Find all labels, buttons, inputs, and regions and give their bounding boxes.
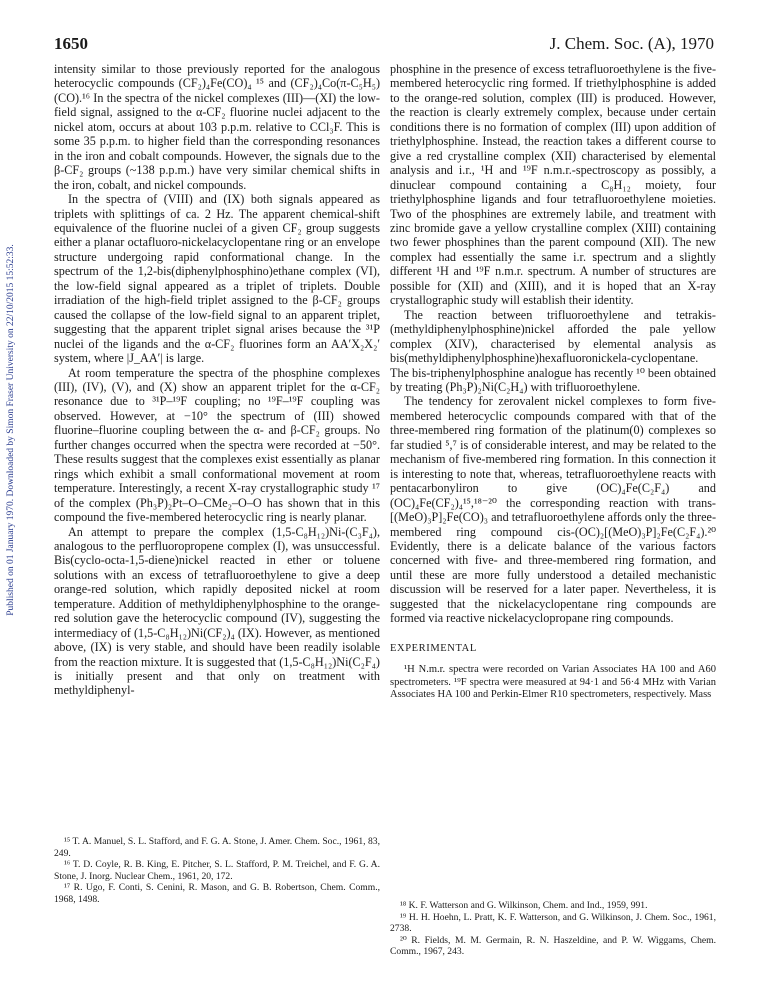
paragraph: In the spectra of (VIII) and (IX) both signals appeared as triplets with splittings of ca. 2 Hz. The apparent chemical-shift equivalence of the fluorine nuclei of a given CF₂ group suggests either a planar octafluoro-nickelacyclopentane ring or an envelope structure undergoing rapid conformational change. In the spectrum of the 1,2-bis(diphenylphosphino)ethane complex (VI), the low-field signal appeared as a triplet of triplets. Double irradiation of the high-field triplet assigned to the β-CF₂ groups caused the collapse of the low-field signal to an apparent triplet, suggesting that the apparent triplet signal arises because the ³¹P nuclei of the ligands and the α-CF₂ fluorines form an AA′X₂X₂′ system, where |J_AA′| is large. (54, 192, 380, 366)
paragraph: phosphine in the presence of excess tetrafluoroethylene is the five-membered heterocyclic ring formed. If triethylphosphine is added to the orange-red solution, complex (III) is produced. However, the reaction is clearly extremely complex, because under certain conditions there is no formation of complex (III) upon addition of triethylphosphine. Instead, the reaction takes a different course to give a red crystalline complex (XII) characterised by elemental analysis and i.r., ¹H and ¹⁹F n.m.r.-spectroscopy as possibly, a dinuclear compound containing a C₈H₁₂ moiety, four triethylphosphine ligands and four tetrafluoroethylene moieties. Two of the phosphines are extremely labile, and treatment with zinc bromide gave a yellow crystalline complex (XIII) containing two fewer phosphines than the parent compound (XII). The new complex had essentially the same i.r. spectrum and a slightly different ¹H and ¹⁹F n.m.r. spectrum. A number of structures are possible for (XII) and (XIII), and it is hoped that an X-ray crystallographic study will establish their identity. (390, 62, 716, 308)
left-column (54, 62, 380, 698)
footnote: ¹⁹ H. H. Hoehn, L. Pratt, K. F. Watterson, and G. Wilkinson, J. Chem. Soc., 1961, 2738. (390, 911, 716, 935)
paragraph: intensity similar to those previously reported for the analogous heterocyclic compounds (CF₂)₄Fe(CO)₄ ¹⁵ and (CF₂)₄Co(π-C₅H₅)(CO).¹⁶ In the spectra of the nickel complexes (III)—(XI) the low-field signal, assigned to the α-CF₂ fluorine nuclei adjacent to the nickel atom, occurs at about 103 p.p.m. relative to CCl₃F. This is some 35 p.p.m. to higher field than the corresponding resonances in the iron and cobalt compounds. However, the signals due to the β-CF₂ groups (~138 p.p.m.) have very similar chemical shifts in the iron, cobalt, and nickel compounds. (54, 62, 380, 192)
right-column (390, 62, 716, 702)
paragraph: The tendency for zerovalent nickel complexes to form five-membered heterocyclic compounds compared with that of the three-membered ring formation of the platinum(0) complexes so far studied ⁵,⁷ is of considerable interest, and may be related to the mechanism of five-membered ring formation. In this connection it is interesting to note that, whereas, tetrafluoroethylene reacts with pentacarbonyliron to give (OC)₄Fe(C₂F₄) and (OC)₄Fe(CF₂)₄¹⁵,¹⁸⁻²⁰ the corresponding reaction with trans-[(MeO)₃P]₂Fe(CO)₃ and tetrafluoroethylene affords only the three-membered ring compound cis-(OC)₂[(MeO)₃P]₂Fe(C₂F₄).²⁰ Evidently, there is a delicate balance of the various factors concerned with five- and three-membered ring formation, and until these are more fully understood a detailed mechanistic discussion will be reserved for a later paper. Nevertheless, it is suggested that the nickelacyclopentane ring compounds are formed via reactive nickelacyclopropane ring compounds. (390, 394, 716, 626)
download-notice (4, 170, 18, 690)
paragraph: The reaction between trifluoroethylene and tetrakis-(methyldiphenylphosphine)nickel afforded the pale yellow complex (XIV), characterised by elemental analysis as bis(methyldiphenylphosphine)hexafluoronickela-cyclopentane. The bis-triphenylphosphine analogue has recently ¹⁰ been obtained by treating (Ph₃P)₂Ni(C₂H₄) with trifluoroethylene. (390, 307, 716, 394)
paragraph: An attempt to prepare the complex (1,5-C₈H₁₂)Ni-(C₃F₄), analogous to the perfluoropropene complex (I), was unsuccessful. Bis(cyclo-octa-1,5-diene)nickel reacted in ether or toluene solutions with an excess of tetrafluoroethylene to give a deep orange-red solution, which rapidly deposited nickel at room temperature. Addition of methyldiphenylphosphine to the orange-red solution gave the heterocyclic compound (IV), suggesting the intermediacy of (1,5-C₈H₁₂)Ni(CF₂)₄ (IX). However, as mentioned above, (IX) is very stable, and should have been readily isolable from the reaction mixture. It is suggested that (1,5-C₈H₁₂)Ni(C₂F₄) is initially present and that only on treatment with methyldiphenyl- (54, 524, 380, 698)
experimental-paragraph: ¹H N.m.r. spectra were recorded on Varian Associates HA 100 and A60 spectrometers. ¹⁹F spectra were measured at 94·1 and 56·4 MHz with Varian Associates HA 100 and Perkin-Elmer R10 spectrometers, respectively. Mass (390, 664, 716, 701)
footnote: ²⁰ R. Fields, M. M. Germain, R. N. Haszeldine, and P. W. Wiggams, Chem. Comm., 1967, 243. (390, 934, 716, 958)
download-notice-text[interactable]: Published on 01 January 1970. Downloaded by Simon Fraser University on 22/10/2015 15:52:33. (6, 244, 16, 616)
footnote: ¹⁸ K. F. Watterson and G. Wilkinson, Chem. and Ind., 1959, 991. (400, 900, 648, 911)
journal-reference: J. Chem. Soc. (A), 1970 (549, 34, 714, 53)
footnote: ¹⁵ T. A. Manuel, S. L. Stafford, and F. G. A. Stone, J. Amer. Chem. Soc., 1961, 83, 249. (54, 836, 380, 859)
footnotes-left (54, 836, 380, 906)
page-number: 1650 (54, 34, 88, 53)
page-header (54, 34, 714, 54)
footnote: ¹⁷ R. Ugo, F. Conti, S. Cenini, R. Mason, and G. B. Robertson, Chem. Comm., 1968, 1498. (54, 882, 380, 905)
footnote: ¹⁶ T. D. Coyle, R. B. King, E. Pitcher, S. L. Stafford, P. M. Treichel, and F. G. A. Stone, J. Inorg. Nuclear Chem., 1961, 20, 172. (54, 859, 380, 882)
paragraph: At room temperature the spectra of the phosphine complexes (III), (IV), (V), and (X) show an apparent triplet for the α-CF₂ resonance due to ³¹P–¹⁹F coupling; no ¹⁹F–¹⁹F coupling was observed. However, at −10° the spectrum of (III) showed fluorine–fluorine coupling between the α- and β-CF₂ groups. No further changes occurred when the spectra were recorded at −50°. These results suggest that the complexes exist essentially as planar rings which exhibit a small conformational movement at room temperature. Interestingly, a recent X-ray crystallographic study ¹⁷ of the complex (Ph₃P)₂Pt–O–CMe₂–O–O has shown that in this compound the five-membered heterocyclic ring is nearly planar. (54, 365, 380, 525)
footnotes-right (390, 900, 716, 958)
section-heading: EXPERIMENTAL (390, 642, 477, 654)
